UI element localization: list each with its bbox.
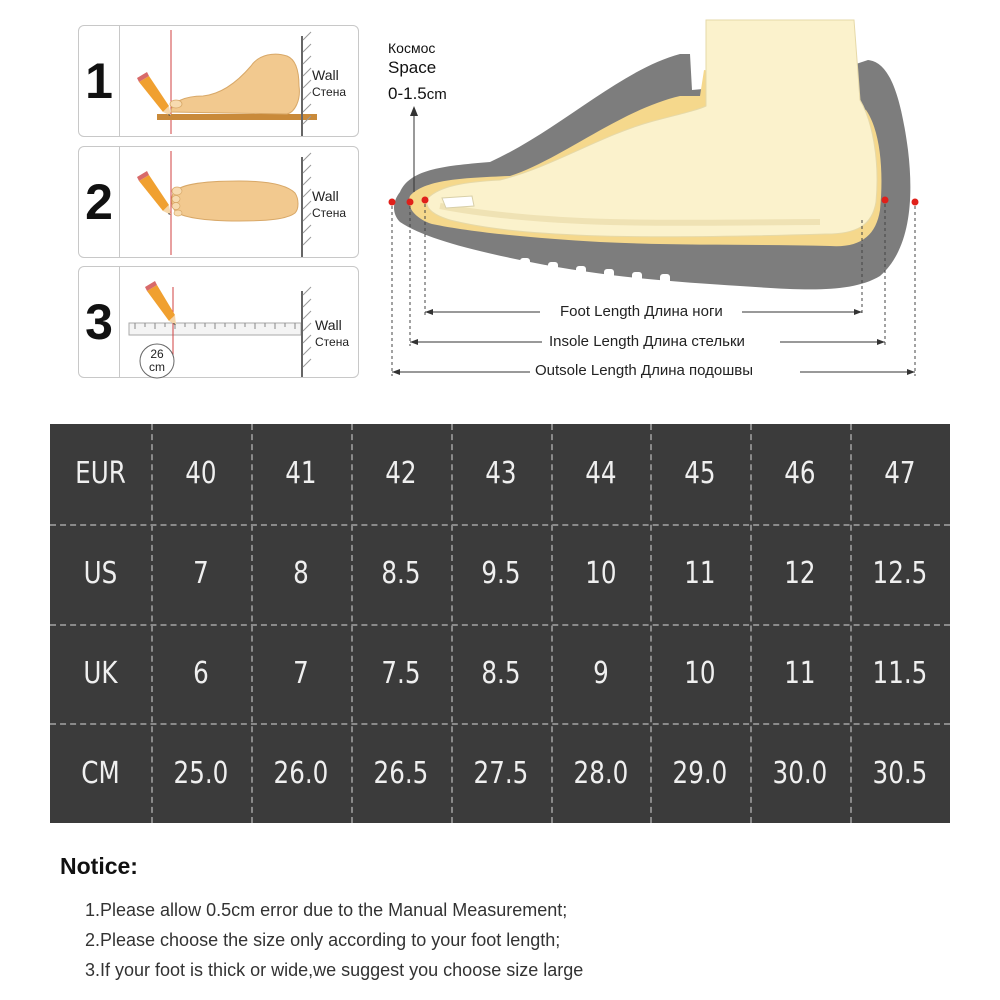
notice-item-3: 3.If your foot is thick or wide,we suggest you choose size large (85, 960, 584, 980)
outsole-length-label: Outsole Length Длина подошвы (535, 362, 754, 379)
space-range: 0-1.5cm (388, 84, 447, 103)
step-number: 3 (85, 294, 113, 350)
grid-line (50, 624, 950, 626)
grid-line (50, 723, 950, 725)
wall-label: Wall Стена (315, 317, 350, 349)
size-cell: 27.5 (473, 755, 528, 791)
size-cell: 30.0 (772, 755, 828, 791)
measure-label: 26 cm (149, 347, 165, 374)
size-chart-table (50, 424, 950, 823)
pencil-icon (137, 72, 171, 116)
step-panel-1 (78, 25, 359, 137)
step-number: 1 (85, 53, 113, 109)
size-cell: 9.5 (480, 556, 521, 592)
size-cell: 30.5 (872, 755, 928, 791)
wall-label: Wall Стена (312, 67, 347, 99)
size-cell: 26.0 (273, 755, 329, 791)
grid-line (50, 524, 950, 526)
space-label-en: Space (388, 58, 437, 77)
space-label-ru: Космос (388, 40, 436, 56)
size-cell: 9 (592, 655, 609, 691)
pencil-icon (137, 171, 171, 215)
size-cell: 12.5 (872, 556, 928, 592)
size-row-label: US (83, 556, 118, 592)
size-cell: 7.5 (381, 655, 421, 691)
size-cell: 6 (193, 655, 209, 691)
pencil-icon (145, 281, 176, 325)
size-cell: 10 (684, 655, 716, 691)
size-cell: 44 (584, 456, 617, 492)
size-cell: 41 (285, 456, 317, 492)
size-cell: 11 (784, 655, 816, 691)
size-cell: 25.0 (173, 755, 229, 791)
size-cell: 7 (193, 556, 209, 592)
size-row-label: EUR (75, 456, 126, 492)
size-cell: 43 (484, 456, 517, 492)
notice-item-2: 2.Please choose the size only according to your foot length; (85, 930, 561, 950)
size-cell: 46 (784, 456, 816, 492)
size-cell: 8.5 (480, 655, 521, 691)
size-cell: 40 (185, 456, 217, 492)
size-cell: 11 (684, 556, 716, 592)
size-cell: 7 (292, 655, 309, 691)
size-cell: 10 (584, 556, 617, 592)
wall-label: Wall Стена (312, 188, 347, 220)
step-panel-2 (78, 146, 359, 258)
step-panel-3 (78, 266, 359, 378)
size-row-label: UK (83, 655, 118, 691)
size-row-label: CM (81, 755, 120, 791)
size-cell: 28.0 (573, 755, 628, 791)
notice-item-1: 1.Please allow 0.5cm error due to the Manual Measurement; (85, 900, 568, 920)
insole-length-label: Insole Length Длина стельки (549, 333, 745, 350)
size-cell: 11.5 (872, 655, 928, 691)
size-cell: 47 (884, 456, 916, 492)
foot-length-label: Foot Length Длина ноги (560, 303, 723, 320)
notice-title: Notice: (60, 853, 138, 879)
step-number: 2 (85, 174, 113, 230)
size-cell: 45 (684, 456, 716, 492)
size-cell: 8.5 (381, 556, 421, 592)
size-cell: 12 (784, 556, 816, 592)
size-cell: 8 (292, 556, 309, 592)
size-cell: 29.0 (672, 755, 728, 791)
size-cell: 42 (385, 456, 417, 492)
size-cell: 26.5 (373, 755, 429, 791)
